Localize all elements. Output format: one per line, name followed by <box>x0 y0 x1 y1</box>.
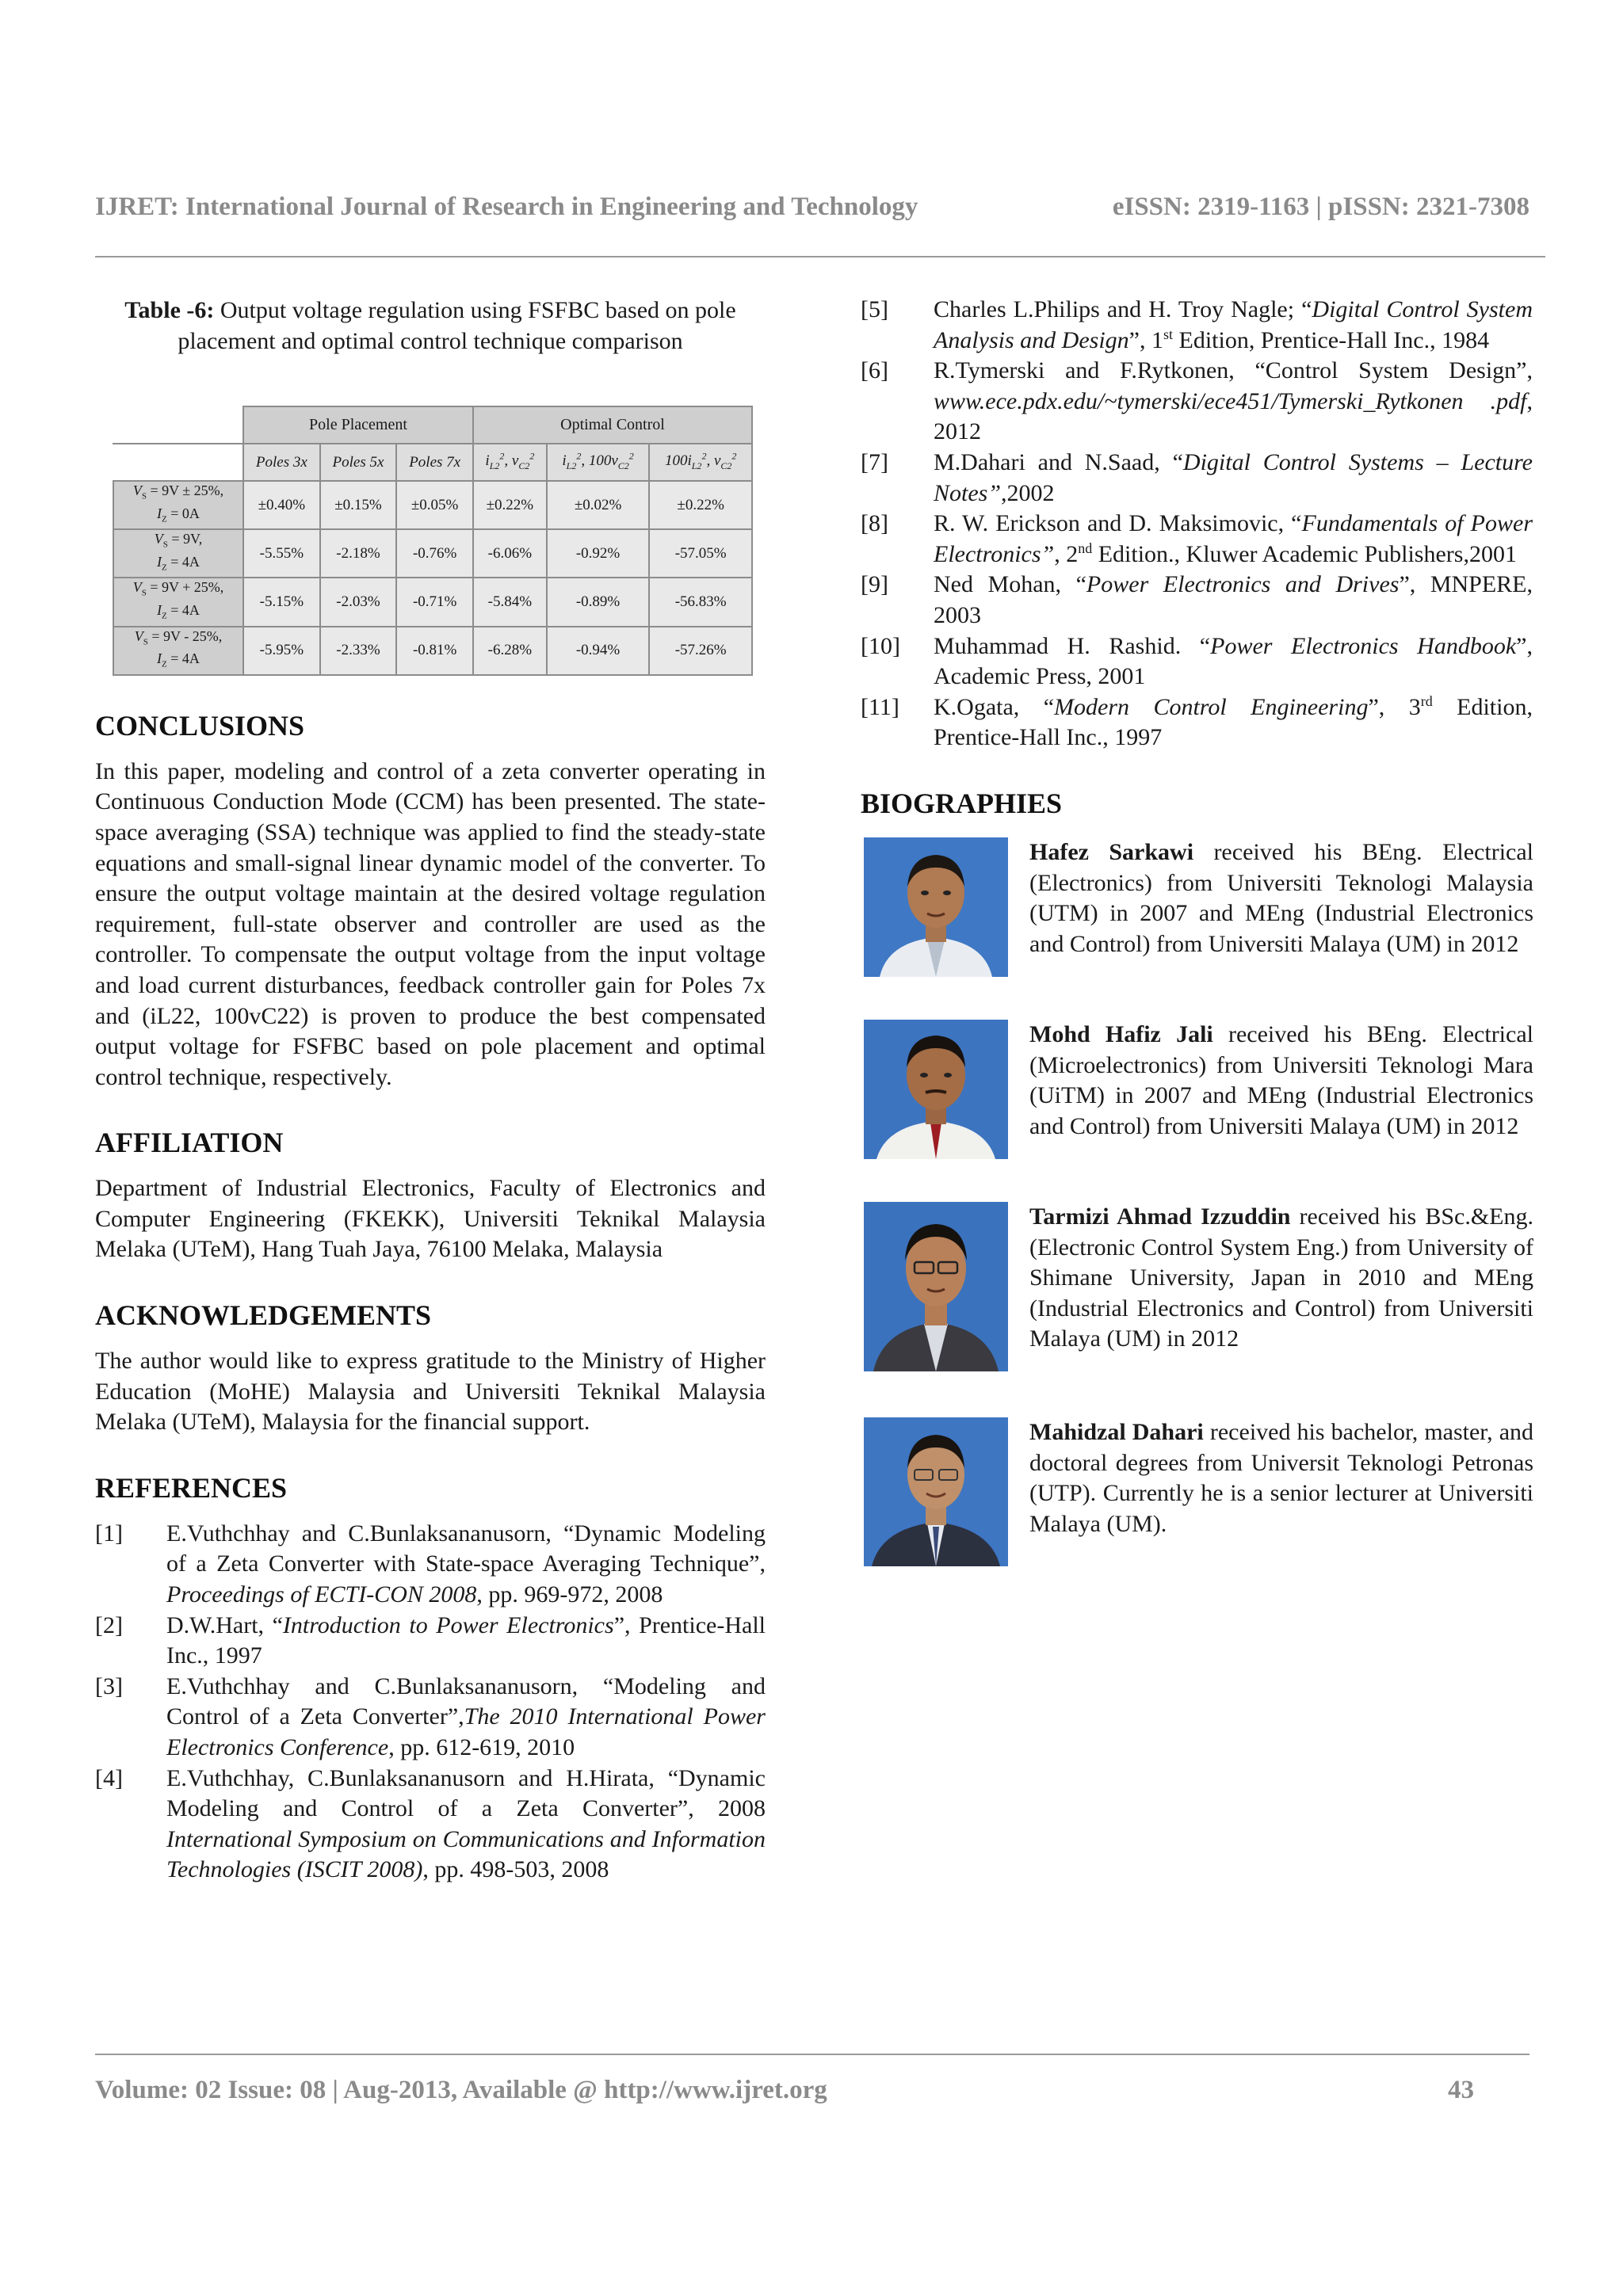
conclusions-heading: CONCLUSIONS <box>95 709 305 742</box>
biography-entry <box>861 1020 1533 1202</box>
author-name: Mahidzal Dahari <box>1029 1418 1204 1445</box>
group-header-optimal-control: Optimal Control <box>473 406 752 444</box>
acknowledgements-heading: ACKNOWLEDGEMENTS <box>95 1299 432 1332</box>
table-cell: ±0.40% <box>243 481 320 529</box>
table-cell: ±0.02% <box>547 481 650 529</box>
table-cell: -0.76% <box>396 529 473 578</box>
author-name: Tarmizi Ahmad Izzuddin <box>1029 1203 1291 1230</box>
reference-item: [2] D.W.Hart, “Introduction to Power Electronics”, Prentice-Hall Inc., 1997 <box>95 1611 766 1669</box>
table-cell: -0.81% <box>396 627 473 675</box>
biography-entry <box>861 1202 1533 1417</box>
reference-item: [7] M.Dahari and N.Saad, “Digital Control Systems – Lecture Notes”,2002 <box>861 448 1533 506</box>
table-cell: -0.94% <box>547 627 650 675</box>
col-header-il2-vc2: $i_{L2}^2$, $v_{C2}^2$ <box>473 444 547 481</box>
table-row <box>113 627 752 675</box>
journal-issn: eISSN: 2319-1163 | pISSN: 2321-7308 <box>1112 193 1529 221</box>
table-cell: -5.95% <box>243 627 320 675</box>
row-condition: $V_S = 9V + 25\%$, $I_Z = 4A$ <box>113 578 243 626</box>
footer-volume: Volume: 02 Issue: 08 | Aug-2013, Available @ http://www.ijret.org <box>95 2076 827 2104</box>
header-rule <box>95 256 1545 257</box>
table-cell: -0.89% <box>547 578 650 626</box>
reference-item: [6] R.Tymerski and F.Rytkonen, “Control System Design”, www.ece.pdx.edu/~tymerski/ece451/Tymerski_Rytkonen .pdf, 2012 <box>861 357 1533 445</box>
affiliation-text: Department of Industrial Electronics, Faculty of Electronics and Computer Engineering (FKEKK), Universiti Teknikal Malaysia Melaka (UTeM), Hang Tuah Jaya, 76100 Melaka, Malaysia <box>95 1175 766 1263</box>
table-cell: ±0.15% <box>320 481 397 529</box>
table-cell: -6.28% <box>473 627 547 675</box>
col-header-100il2-vc2: $100i_{L2}^2$, $v_{C2}^2$ <box>649 444 752 481</box>
affiliation-heading: AFFILIATION <box>95 1127 284 1159</box>
biography-text: Mohd Hafiz Jali received his BEng. Electrical (Microelectronics) from Universiti Teknologi Mara (UiTM) in 2007 and MEng (Industrial Electronics and Control) from Universiti Malaya (UM) in 2012 <box>1029 1020 1533 1139</box>
row-condition: $V_S = 9V$, $I_Z = 4A$ <box>113 529 243 578</box>
biographies-heading: BIOGRAPHIES <box>861 787 1063 819</box>
col-header-poles-5x: Poles 5x <box>320 444 397 481</box>
biography-entry <box>861 1417 1533 1600</box>
reference-item: [9] Ned Mohan, “Power Electronics and Drives”, MNPERE, 2003 <box>861 571 1533 628</box>
table-row <box>113 529 752 578</box>
author-photo <box>864 1020 1008 1159</box>
reference-item: [5] Charles L.Philips and H. Troy Nagle; “Digital Control System Analysis and Design”, 1st Edition, Prentice-Hall Inc., 1984 <box>861 296 1533 353</box>
col-header-il2-100vc2: $i_{L2}^2$, $100v_{C2}^2$ <box>547 444 650 481</box>
comparison-table <box>113 406 753 676</box>
conclusions-text: In this paper, modeling and control of a zeta converter operating in Continuous Conduction Mode (CCM) has been presented. The state-space averaging (SSA) technique was applied to find the steady-state equations and small-signal linear dynamic model of the converter. To ensure the output voltage maintain at the desired voltage regulation requirement, full-state observer and controller are used as the controller. To compensate the output voltage from the input voltage and load current disturbances, feedback controller gain for Poles 7x and (iL22, 100vC22) is proven to produce the best compensated output voltage for FSFBC based on pole placement and optimal control technique, respectively. <box>95 757 766 1090</box>
reference-item: [1] E.Vuthchhay and C.Bunlaksananusorn, “Dynamic Modeling of a Zeta Converter with State-space Averaging Technique”, Proceedings of ECTI-CON 2008, pp. 969-972, 2008 <box>95 1520 766 1608</box>
table-row <box>113 481 752 529</box>
table-cell: -0.71% <box>396 578 473 626</box>
reference-list-right <box>861 295 1533 753</box>
table-cell: -2.03% <box>320 578 397 626</box>
table-cell: -57.26% <box>649 627 752 675</box>
table-cell: -5.84% <box>473 578 547 626</box>
author-photo <box>864 837 1008 977</box>
table-cell: ±0.05% <box>396 481 473 529</box>
table-cell: -56.83% <box>649 578 752 626</box>
author-name: Hafez Sarkawi <box>1029 838 1194 865</box>
table-row <box>113 578 752 626</box>
table-cell: -2.18% <box>320 529 397 578</box>
references-heading: REFERENCES <box>95 1471 288 1504</box>
table-corner <box>113 406 243 444</box>
journal-title: IJRET: International Journal of Research in Engineering and Technology <box>95 193 918 221</box>
page-number: 43 <box>1448 2076 1474 2104</box>
table-cell: -2.33% <box>320 627 397 675</box>
author-photo <box>864 1202 1008 1371</box>
biography-list <box>861 837 1533 1600</box>
col-header-poles-7x: Poles 7x <box>396 444 473 481</box>
biography-text: Hafez Sarkawi received his BEng. Electrical (Electronics) from Universiti Teknologi Malaysia (UTM) in 2007 and MEng (Industrial Electronics and Control) from Universiti Malaya (UM) in 2012 <box>1029 838 1533 957</box>
table-cell: -6.06% <box>473 529 547 578</box>
table-caption-label: Table -6: <box>124 297 215 323</box>
right-column <box>861 295 1533 1600</box>
footer-rule <box>95 2054 1529 2055</box>
reference-item: [4] E.Vuthchhay, C.Bunlaksananusorn and H.Hirata, “Dynamic Modeling and Control of a Zeta Converter”, 2008 International Symposium on Communications and Information Technologies (ISCIT 2008), pp. 498-503, 2008 <box>95 1764 766 1883</box>
table-caption-text: Output voltage regulation using FSFBC based on pole placement and optimal control technique comparison <box>178 297 736 354</box>
left-column <box>95 295 766 1886</box>
table-cell: -57.05% <box>649 529 752 578</box>
author-name: Mohd Hafiz Jali <box>1029 1020 1213 1047</box>
table-cell: ±0.22% <box>649 481 752 529</box>
reference-list-left <box>95 1519 766 1886</box>
reference-item: [10] Muhammad H. Rashid. “Power Electronics Handbook”, Academic Press, 2001 <box>861 632 1533 690</box>
author-photo <box>864 1417 1008 1566</box>
reference-item: [8] R. W. Erickson and D. Maksimovic, “Fundamentals of Power Electronics”, 2nd Edition., Kluwer Academic Publishers,2001 <box>861 510 1533 567</box>
table-corner-2 <box>113 444 243 481</box>
col-header-poles-3x: Poles 3x <box>243 444 320 481</box>
table-cell: ±0.22% <box>473 481 547 529</box>
group-header-pole-placement: Pole Placement <box>243 406 473 444</box>
acknowledgements-text: The author would like to express gratitude to the Ministry of Higher Education (MoHE) Malaysia and Universiti Teknikal Malaysia Melaka (UTeM), Malaysia for the financial support. <box>95 1348 766 1436</box>
reference-item: [3] E.Vuthchhay and C.Bunlaksananusorn, “Modeling and Control of a Zeta Converter”,The 2010 International Power Electronics Conference, pp. 612-619, 2010 <box>95 1672 766 1760</box>
biography-text: Tarmizi Ahmad Izzuddin received his BSc.&Eng. (Electronic Control System Eng.) from University of Shimane University, Japan in 2010 and MEng (Industrial Electronics and Control) from Universiti Malaya (UM) in 2012 <box>1029 1203 1533 1352</box>
table-cell: -5.15% <box>243 578 320 626</box>
table-cell: -0.92% <box>547 529 650 578</box>
table-caption <box>95 295 766 357</box>
biography-entry <box>861 837 1533 1020</box>
reference-item: [11] K.Ogata, “Modern Control Engineering”, 3rd Edition, Prentice-Hall Inc., 1997 <box>861 692 1533 751</box>
row-condition: $V_S = 9V - 25\%$, $I_Z = 4A$ <box>113 627 243 675</box>
biography-text: Mahidzal Dahari received his bachelor, master, and doctoral degrees from Universit Teknologi Petronas (UTP). Currently he is a senior lecturer at Universiti Malaya (UM). <box>1029 1418 1534 1537</box>
table-cell: -5.55% <box>243 529 320 578</box>
row-condition: $V_S = 9V \pm 25\%$, $I_Z = 0A$ <box>113 481 243 529</box>
